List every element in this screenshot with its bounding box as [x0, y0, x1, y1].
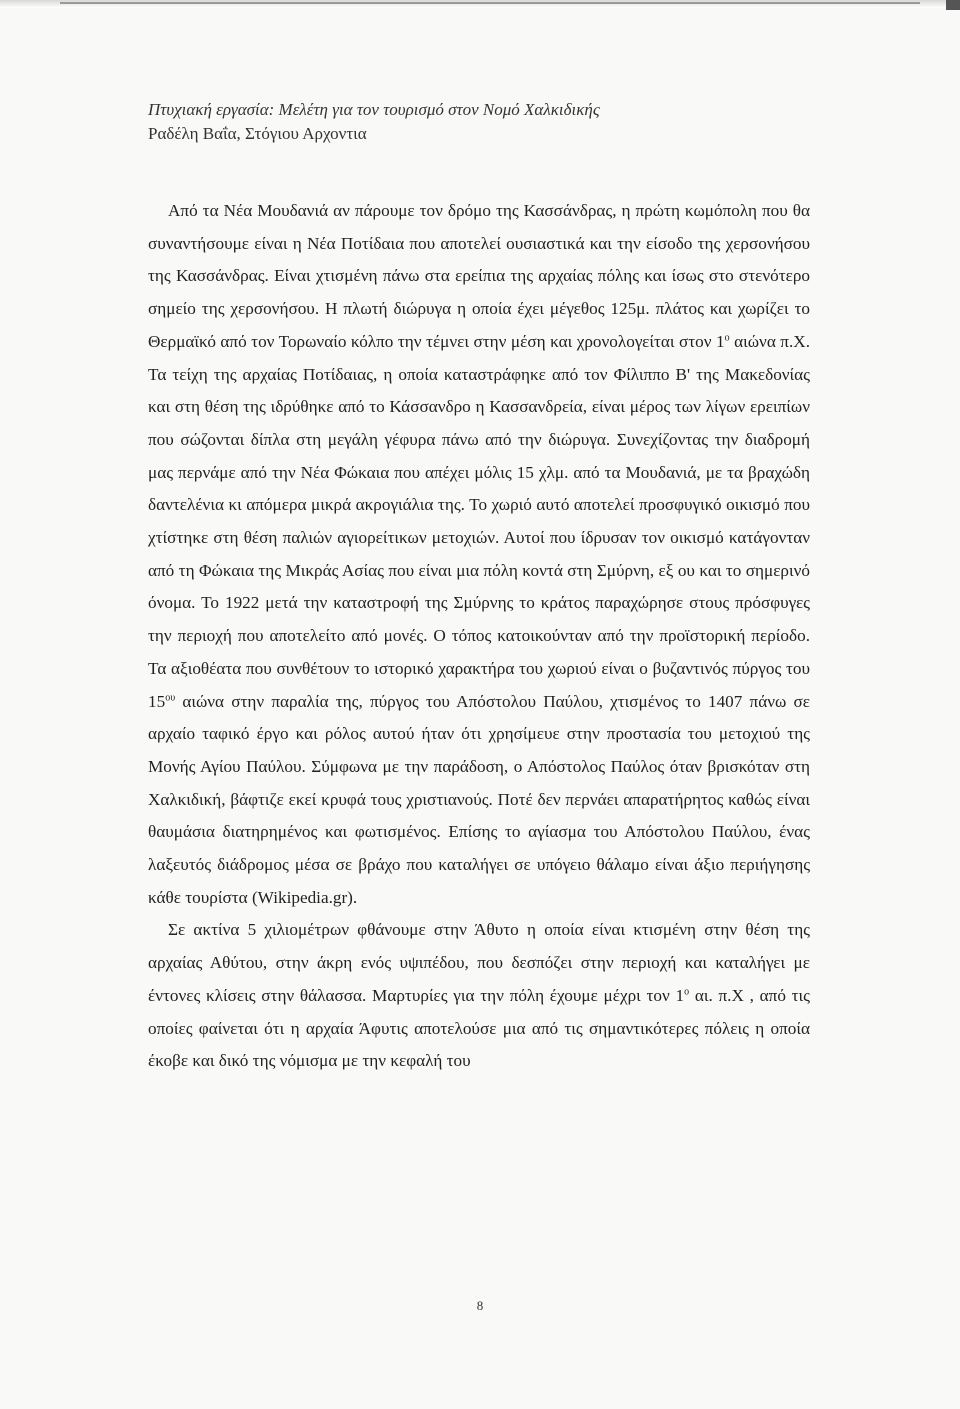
running-header — [148, 98, 808, 146]
paragraph-text: αιώνα π.Χ. Τα τείχη της αρχαίας Ποτίδαιας, η οποία καταστράφηκε από τον Φίλιππο Β' της Μακεδονίας και στη θέση της ιδρύθηκε από το Κάσσανδρο η Κασσανδρεία, είναι μέρος των λίγων ερειπίων που σώζονται δίπλα στη μεγάλη γέφυρα πάνω από την διώρυγα. Συνεχίζοντας την διαδρομή μας περνάμε από την Νέα Φώκαια που απέχει μόλις 15 χλμ. από τα Μουδανιά, με τα βραχώδη δαντελένια κι απόμερα μικρά ακρογιάλια της. Το χωριό αυτό αποτελεί προσφυγικό οικισμό που χτίστηκε στη θέση παλιών αγιορείτικων μετοχιών. Αυτοί που ίδρυσαν τον οικισμό κατάγονταν από τη Φώκαια της Μικράς Ασίας που είναι μια πόλη κοντά στη Σμύρνη, εξ ου και το σημερινό όνομα. Το 1922 μετά την καταστροφή της Σμύρνης το κράτος παραχώρησε στους πρόσφυγες την περιοχή που αποτελείτο από μονές. Ο τόπος κατοικούνταν από την προϊστορική περίοδο. Τα αξιοθέατα που συνθέτουν το ιστορικό χαρακτήρα του χωριού είναι ο βυζαντινός πύργος του 15 — [148, 331, 810, 711]
superscript: ο — [684, 986, 690, 998]
paragraph-athytos — [148, 914, 810, 1078]
superscript: ου — [165, 691, 176, 703]
paragraph-text: αιώνα στην παραλία της, πύργος του Απόστολου Παύλου, χτισμένος το 1407 πάνω σε αρχαίο ταφικό έργο και ρόλος αυτού ήταν ότι χρησίμευε στην προστασία του μετοχιού της Μονής Αγίου Παύλου. Σύμφωνα με την παράδοση, ο Απόστολος Παύλος όταν βρισκόταν στη Χαλκιδική, βάφτιζε εκεί κρυφά τους χριστιανούς. Ποτέ δεν περνάει απαρατήρητος καθώς είναι θαυμάσια διατηρημένος και φωτισμένος. Επίσης το αγίασμα του Απόστολου Παύλου, ένας λαξευτός διάδρομος μέσα σε βράχο που καταλήγει σε υπόγειο θάλαμο είναι άξιο περιήγησης κάθε τουρίστα (Wikipedia.gr). — [148, 691, 810, 907]
scan-edge-line — [60, 2, 920, 4]
header-authors: Ραδέλη Βαΐα, Στόγιου Αρχοντια — [148, 124, 367, 143]
paragraph-text: Από τα Νέα Μουδανιά αν πάρουμε τον δρόμο της Κασσάνδρας, η πρώτη κωμόπολη που θα συναντήσουμε είναι η Νέα Ποτίδαια που αποτελεί ουσιαστικά και την είσοδο της χερσονήσου της Κασσάνδρας. Είναι χτισμένη πάνω στα ερείπια της αρχαίας πόλης και ίσως στο στενότερο σημείο της χερσονήσου. Η πλωτή διώρυγα η οποία έχει μέγεθος 125μ. πλάτος και χωρίζει το Θερμαϊκό από τον Τορωναίο κόλπο την τέμνει στην μέση και χρονολογείται στον 1 — [148, 201, 810, 351]
paragraph-potidaia — [148, 195, 810, 914]
scan-top-edge — [0, 0, 960, 8]
superscript: ο — [724, 332, 730, 344]
scan-corner-mark — [946, 0, 960, 10]
body-text — [148, 195, 810, 1078]
header-thesis-title: Πτυχιακή εργασία: Μελέτη για τον τουρισμό στον Νομό Χαλκιδικής — [148, 100, 600, 119]
paragraph-text: αι. π.Χ , από τις οποίες φαίνεται ότι η αρχαία Άφυτις αποτελούσε μια από τις σημαντικότερες πόλεις η οποία έκοβε και δικό της νόμισμα με την κεφαλή του — [148, 985, 810, 1071]
page-number: 8 — [476, 1298, 484, 1313]
paragraph-text: Σε ακτίνα 5 χιλιομέτρων φθάνουμε στην Άθυτο η οποία είναι κτισμένη στην θέση της αρχαίας Αθύτου, στην άκρη ενός υψιπέδου, που δεσπόζει στην περιοχή και καταλήγει με έντονες κλίσεις στην θάλασσα. Μαρτυρίες για την πόλη έχουμε μέχρι τον 1 — [148, 920, 810, 1005]
